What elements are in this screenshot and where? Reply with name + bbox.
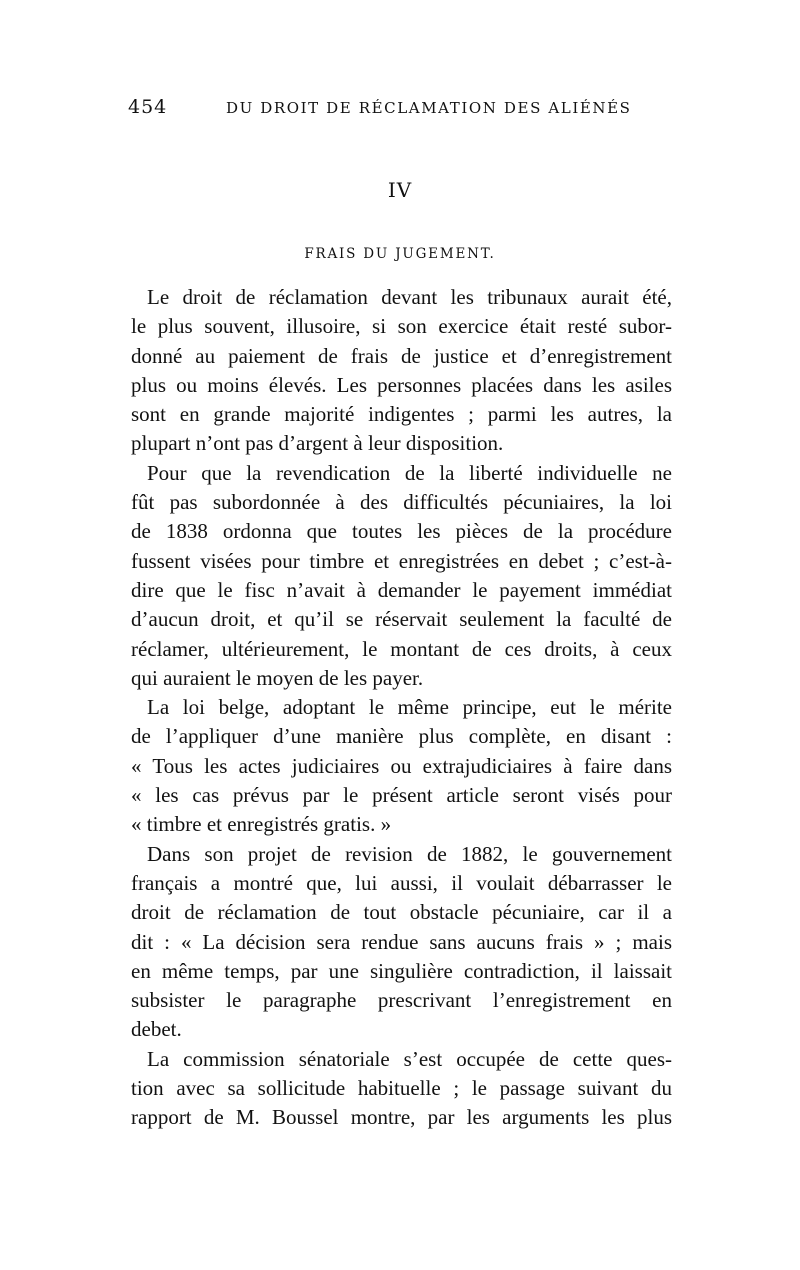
text-line: La loi belge, adoptant le même principe, eut le mérite: [147, 695, 672, 720]
text-line: Dans son projet de revision de 1882, le gouvernement: [147, 841, 672, 866]
text-line: dire que le fisc n’avait à demander le payement immédiat: [131, 577, 672, 602]
text-line: le plus souvent, illusoire, si son exercice était resté subor-: [131, 314, 672, 339]
text-line: subsister le paragraphe prescrivant l’enregistrement en: [131, 988, 672, 1013]
text-line: plus ou moins élevés. Les personnes placées dans les asiles: [131, 372, 672, 397]
section-number: IV: [387, 178, 413, 202]
text-line: La commission sénatoriale s’est occupée de cette ques-: [147, 1046, 672, 1071]
running-head: [128, 96, 676, 120]
text-line: plupart n’ont pas d’argent à leur disposition.: [131, 431, 504, 456]
text-line: donné au paiement de frais de justice et d’enregistrement: [131, 343, 672, 368]
text-line: fût pas subordonnée à des difficultés pécuniaires, la loi: [131, 490, 672, 515]
body-text: [131, 283, 672, 1133]
text-line: qui auraient le moyen de les payer.: [131, 665, 424, 690]
text-line: sont en grande majorité indigentes ; parmi les autres, la: [131, 402, 672, 427]
text-line: réclamer, ultérieurement, le montant de ces droits, à ceux: [131, 636, 672, 661]
text-line: Pour que la revendication de la liberté individuelle ne: [147, 460, 672, 485]
text-line: rapport de M. Boussel montre, par les arguments les plus: [131, 1105, 672, 1130]
text-line: français a montré que, lui aussi, il voulait débarrasser le: [131, 870, 672, 895]
text-line: « timbre et enregistrés gratis. »: [131, 812, 392, 837]
section-title: FRAIS DU JUGEMENT.: [304, 246, 496, 262]
text-line: de 1838 ordonna que toutes les pièces de la procédure: [131, 519, 672, 544]
text-line: en même temps, par une singulière contradiction, il laissait: [131, 958, 672, 983]
text-line: dit : « La décision sera rendue sans aucuns frais » ; mais: [131, 929, 672, 954]
text-line: d’aucun droit, et qu’il se réservait seulement la faculté de: [131, 607, 672, 632]
text-line: debet.: [131, 1017, 182, 1042]
text-line: de l’appliquer d’une manière plus complète, en disant :: [131, 724, 672, 749]
text-line: fussent visées pour timbre et enregistrées en debet ; c’est-à-: [131, 548, 672, 573]
text-line: droit de réclamation de tout obstacle pécuniaire, car il a: [131, 900, 672, 925]
text-line: tion avec sa sollicitude habituelle ; le passage suivant du: [131, 1076, 672, 1101]
page-number: 454: [128, 96, 168, 118]
text-line: « les cas prévus par le présent article seront visés pour: [131, 783, 672, 808]
text-line: Le droit de réclamation devant les tribunaux aurait été,: [147, 285, 672, 309]
running-title: DU DROIT DE RÉCLAMATION DES ALIÉNÉS: [226, 99, 632, 117]
text-line: « Tous les actes judiciaires ou extrajudiciaires à faire dans: [131, 753, 672, 778]
